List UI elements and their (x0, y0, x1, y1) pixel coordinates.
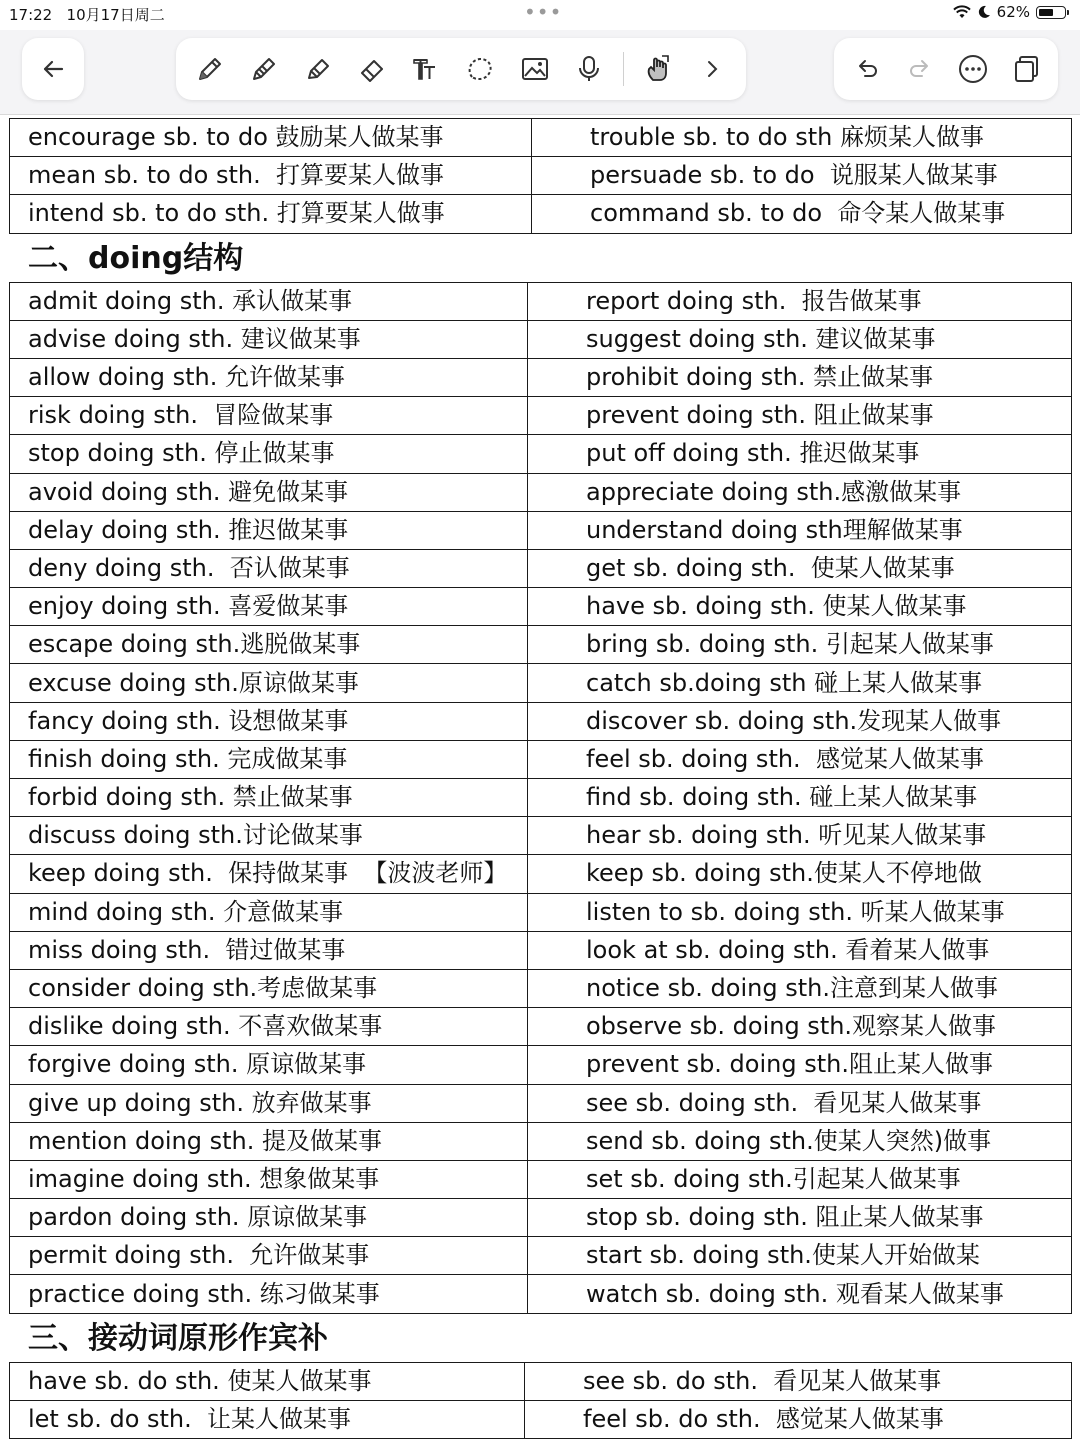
pencil-icon (248, 53, 280, 85)
status-time-date (9, 4, 165, 25)
phrase-cell-right: keep sb. doing sth.使某人不停地做 (528, 855, 1072, 893)
more-icon (957, 53, 989, 85)
phrase-cell-right: find sb. doing sth. 碰上某人做某事 (528, 779, 1072, 817)
phrase-cell-left: give up doing sth. 放弃做某事 (10, 1084, 528, 1122)
phrase-cell-right: appreciate doing sth.感激做某事 (528, 473, 1072, 511)
status-right (953, 3, 1066, 21)
phrase-cell-right: bring sb. doing sth. 引起某人做某事 (528, 626, 1072, 664)
table-row (10, 1008, 1072, 1046)
moon-icon (977, 5, 991, 19)
section-2-title: 二、doing结构 (28, 240, 244, 276)
table-row (10, 282, 1072, 320)
phrase-cell-left: advise doing sth. 建议做某事 (10, 320, 528, 358)
chevron-right-icon (696, 53, 728, 85)
phrase-cell-left: escape doing sth.逃脱做某事 (10, 626, 528, 664)
phrase-cell-right: set sb. doing sth.引起某人做某事 (528, 1160, 1072, 1198)
phrase-cell-left: pardon doing sth. 原谅做某事 (10, 1199, 528, 1237)
phrase-cell-right: report doing sth. 报告做某事 (528, 282, 1072, 320)
phrase-cell-right: have sb. doing sth. 使某人做某事 (528, 588, 1072, 626)
phrase-cell-left: fancy doing sth. 设想做某事 (10, 702, 528, 740)
phrase-cell-left: enjoy doing sth. 喜爱做某事 (10, 588, 528, 626)
phrase-cell-right: understand doing sth理解做某事 (528, 511, 1072, 549)
pen-icon (194, 53, 226, 85)
back-button[interactable] (22, 38, 84, 100)
table-row (10, 320, 1072, 358)
battery-icon (1036, 6, 1066, 19)
toolbar (0, 30, 1080, 115)
microphone-icon (573, 53, 605, 85)
phrase-cell-right: discover sb. doing sth.发现某人做事 (528, 702, 1072, 740)
lasso-tool-button[interactable] (460, 49, 500, 89)
note-page (9, 118, 1071, 1439)
table-row (10, 511, 1072, 549)
phrase-cell-right: look at sb. doing sth. 看着某人做事 (528, 931, 1072, 969)
table-row (10, 931, 1072, 969)
phrase-cell-left: permit doing sth. 允许做某事 (10, 1237, 528, 1275)
table-row (10, 195, 1072, 233)
table-row (10, 397, 1072, 435)
action-palette (834, 38, 1058, 100)
phrase-cell-left: mind doing sth. 介意做某事 (10, 893, 528, 931)
phrase-cell-left: delay doing sth. 推迟做某事 (10, 511, 528, 549)
phrase-cell-right: watch sb. doing sth. 观看某人做某事 (528, 1275, 1072, 1313)
phrase-cell-left: forgive doing sth. 原谅做某事 (10, 1046, 528, 1084)
table-row (10, 1122, 1072, 1160)
table-row (10, 1160, 1072, 1198)
phrase-cell-right: feel sb. do sth. 感觉某人做某事 (525, 1400, 1072, 1438)
table-row (10, 1199, 1072, 1237)
table-row (10, 119, 1072, 157)
text-tool-icon (410, 53, 442, 85)
highlighter-tool-button[interactable] (298, 49, 338, 89)
phrase-cell-right: persuade sb. to do 说服某人做某事 (532, 157, 1072, 195)
phrase-cell-right: trouble sb. to do sth 麻烦某人做事 (532, 119, 1072, 157)
phrase-cell-left: finish doing sth. 完成做某事 (10, 740, 528, 778)
redo-icon (904, 53, 936, 85)
phrase-cell-right: catch sb.doing sth 碰上某人做某事 (528, 664, 1072, 702)
base-verb-table (9, 1362, 1072, 1439)
phrase-cell-left: consider doing sth.考虑做某事 (10, 969, 528, 1007)
multitasking-dots-icon[interactable]: ••• (524, 0, 563, 24)
phrase-cell-right: put off doing sth. 推迟做某事 (528, 435, 1072, 473)
table-row (10, 855, 1072, 893)
phrase-cell-right: stop sb. doing sth. 阻止某人做某事 (528, 1199, 1072, 1237)
section-3-title: 三、接动词原形作宾补 (28, 1320, 328, 1356)
back-arrow-icon (38, 54, 68, 84)
table-row (10, 817, 1072, 855)
phrase-cell-right: listen to sb. doing sth. 听某人做某事 (528, 893, 1072, 931)
phrase-cell-right: see sb. do sth. 看见某人做某事 (525, 1362, 1072, 1400)
phrase-cell-left: stop doing sth. 停止做某事 (10, 435, 528, 473)
table-row (10, 626, 1072, 664)
table-row (10, 1237, 1072, 1275)
phrase-cell-right: start sb. doing sth.使某人开始做某 (528, 1237, 1072, 1275)
phrase-cell-right: notice sb. doing sth.注意到某人做事 (528, 969, 1072, 1007)
phrase-cell-left: miss doing sth. 错过做某事 (10, 931, 528, 969)
phrase-cell-right: command sb. to do 命令某人做某事 (532, 195, 1072, 233)
phrase-cell-right: feel sb. doing sth. 感觉某人做某事 (528, 740, 1072, 778)
pencil-tool-button[interactable] (244, 49, 284, 89)
table-row (10, 1362, 1072, 1400)
phrase-cell-left: excuse doing sth.原谅做某事 (10, 664, 528, 702)
phrase-cell-left: deny doing sth. 否认做某事 (10, 549, 528, 587)
phrase-cell-left: admit doing sth. 承认做某事 (10, 282, 528, 320)
hand-tool-button[interactable] (638, 49, 678, 89)
battery-percent: 62% (996, 3, 1030, 21)
microphone-tool-button[interactable] (569, 49, 609, 89)
phrase-cell-right: get sb. doing sth. 使某人做某事 (528, 549, 1072, 587)
table-row (10, 893, 1072, 931)
table-row (10, 1275, 1072, 1313)
table-row (10, 779, 1072, 817)
more-options-button[interactable] (953, 49, 993, 89)
pages-icon (1010, 53, 1042, 85)
phrase-cell-left: discuss doing sth.讨论做某事 (10, 817, 528, 855)
table-row (10, 435, 1072, 473)
phrase-cell-left: dislike doing sth. 不喜欢做某事 (10, 1008, 528, 1046)
more-tools-button[interactable] (692, 49, 732, 89)
table-row (10, 358, 1072, 396)
status-time: 17:22 (9, 6, 53, 24)
phrase-cell-left: keep doing sth. 保持做某事 【波波老师】 (10, 855, 528, 893)
phrase-cell-right: hear sb. doing sth. 听见某人做某事 (528, 817, 1072, 855)
table-row (10, 740, 1072, 778)
phrase-cell-left: have sb. do sth. 使某人做某事 (10, 1362, 525, 1400)
table-row (10, 1400, 1072, 1438)
table-row (10, 1046, 1072, 1084)
phrase-cell-left: let sb. do sth. 让某人做某事 (10, 1400, 525, 1438)
phrase-cell-right: prevent doing sth. 阻止做某事 (528, 397, 1072, 435)
table-row (10, 157, 1072, 195)
phrase-cell-right: see sb. doing sth. 看见某人做某事 (528, 1084, 1072, 1122)
wifi-icon (953, 5, 971, 19)
phrase-cell-left: mean sb. to do sth. 打算要某人做事 (10, 157, 532, 195)
phrase-cell-left: practice doing sth. 练习做某事 (10, 1275, 528, 1313)
table-row (10, 664, 1072, 702)
table-row (10, 702, 1072, 740)
tool-palette (176, 38, 746, 100)
phrase-cell-left: encourage sb. to do 鼓励某人做某事 (10, 119, 532, 157)
doing-structure-table (9, 282, 1072, 1314)
highlighter-icon (302, 53, 334, 85)
lasso-icon (464, 53, 496, 85)
phrase-cell-left: mention doing sth. 提及做某事 (10, 1122, 528, 1160)
phrase-cell-right: observe sb. doing sth.观察某人做事 (528, 1008, 1072, 1046)
phrase-cell-right: send sb. doing sth.使某人突然)做事 (528, 1122, 1072, 1160)
phrase-cell-left: avoid doing sth. 避免做某事 (10, 473, 528, 511)
pen-tool-button[interactable] (190, 49, 230, 89)
redo-button[interactable] (900, 49, 940, 89)
phrase-cell-right: prevent sb. doing sth.阻止某人做事 (528, 1046, 1072, 1084)
hand-pointer-icon (642, 53, 674, 85)
phrase-cell-left: intend sb. to do sth. 打算要某人做事 (10, 195, 532, 233)
undo-button[interactable] (847, 49, 887, 89)
phrase-cell-right: suggest doing sth. 建议做某事 (528, 320, 1072, 358)
phrase-cell-right: prohibit doing sth. 禁止做某事 (528, 358, 1072, 396)
image-tool-button[interactable] (515, 49, 555, 89)
phrase-cell-left: allow doing sth. 允许做某事 (10, 358, 528, 396)
table-row (10, 473, 1072, 511)
phrase-cell-left: forbid doing sth. 禁止做某事 (10, 779, 528, 817)
text-tool-button[interactable] (406, 49, 446, 89)
table-row (10, 549, 1072, 587)
table-row (10, 1084, 1072, 1122)
top-table (9, 118, 1072, 234)
phrase-cell-left: imagine doing sth. 想象做某事 (10, 1160, 528, 1198)
undo-icon (851, 53, 883, 85)
pages-button[interactable] (1006, 49, 1046, 89)
table-row (10, 969, 1072, 1007)
toolbar-separator (623, 52, 624, 86)
table-row (10, 588, 1072, 626)
image-icon (519, 53, 551, 85)
status-date: 10月17日周二 (66, 6, 165, 24)
status-bar (0, 0, 1080, 28)
eraser-tool-button[interactable] (352, 49, 392, 89)
phrase-cell-left: risk doing sth. 冒险做某事 (10, 397, 528, 435)
eraser-icon (356, 53, 388, 85)
